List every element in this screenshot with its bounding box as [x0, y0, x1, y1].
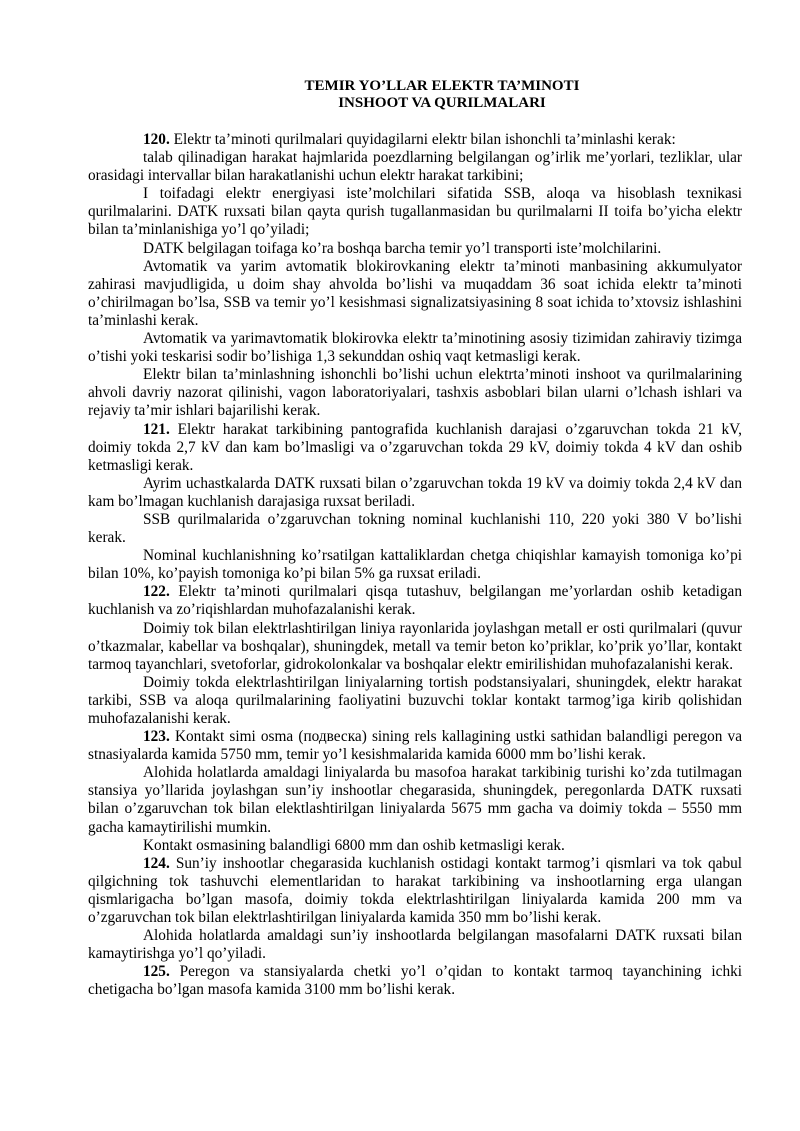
paragraph	[88, 475, 742, 511]
paragraph-text: Elektr ta’minoti qurilmalari qisqa tutashuv, belgilangan me’yorlardan oshib ketadigan kuchlanish va zo’riqishlardan muhofazalanishi kerak.	[88, 583, 742, 619]
paragraph-text: Kontakt simi osma (подвеска) sining rels kallagining ustki sathidan balandligi peregon va stnasiyalarda kamida 5750 mm, temir yo’l kesishmalarida kamida 6000 mm bo’lishi kerak.	[88, 728, 742, 764]
title-line-1: TEMIR YO’LLAR ELEKTR TA’MINOTI	[304, 78, 580, 94]
clause-number: 123.	[143, 728, 170, 746]
paragraph-text: Alohida holatlarda amaldagi liniyalarda bu masofoa harakat tarkibinig turishi ko’zda tutilmagan stansiya yo’llarida joylashgan sun’iy inshootlar chegarasida, shuningdek, peregonlarda DATK ruxsati bilan o’zgaruvchan tok bilan elektlashtirilgan liniyalarda 5675 mm gacha va doimiy tokda – 5550 mm gacha kamaytirilishi mumkin.	[88, 764, 742, 836]
paragraph-text: Avtomatik va yarim avtomatik blokirovkaning elektr ta’minoti manbasining akkumulyator zahirasi mavjudligida, u doim shay ahvolda bo’lishi va muqaddam 36 soat ichida elektr ta’minoti o’chirilmagan bo’lsa, SSB va temir yo’l kesishmasi signalizatsiyasining 8 soat ichida to’xtovsiz ishlashini ta’minlashi kerak.	[88, 257, 742, 329]
paragraph	[88, 330, 742, 366]
paragraph-text: Alohida holatlarda amaldagi sun’iy inshootlarda belgilangan masofalarni DATK ruxsati bilan kamaytirishga yo’l qo’yiladi.	[88, 927, 742, 963]
paragraph-text: Avtomatik va yarimavtomatik blokirovka elektr ta’minotining asosiy tizimidan zahiraviy tizimga o’tishi yoki teskarisi sodir bo’lishiga 1,3 sekunddan oshiq vaqt ketmasligi kerak.	[88, 330, 742, 366]
clause-number: 124.	[143, 854, 170, 872]
paragraph-text: I toifadagi elektr energiyasi iste’molchilari sifatida SSB, aloqa va hisoblash texnikasi qurilmalarini. DATK ruxsati bilan qayta qurish tugallanmasidan bu qurilmalarni II toifa bo’yicha elektr bilan ta’minlanishiga yo’l qo’yiladi;	[88, 185, 742, 239]
paragraph	[88, 674, 742, 728]
paragraph-text: Nominal kuchlanishning ko’rsatilgan kattaliklardan chetga chiqishlar kamayish tomoniga ko’pi bilan 10%, ko’payish tomoniga ko’pi bilan 5% ga ruxsat eriladi.	[88, 547, 742, 583]
paragraph	[88, 421, 742, 475]
paragraph-text: DATK belgilagan toifaga ko’ra boshqa barcha temir yo’l transporti iste’molchilarini.	[143, 239, 662, 257]
paragraph	[88, 837, 742, 855]
paragraph	[88, 185, 742, 239]
document-body	[88, 131, 742, 1000]
clause-number: 122.	[143, 583, 170, 601]
paragraph	[88, 620, 742, 674]
paragraph-text: Elektr harakat tarkibining pantografida kuchlanish darajasi o’zgaruvchan tokda 21 kV, doimiy tokda 2,7 kV dan kam bo’lmasligi va o’zgaruvchan tokda 29 kV, doimiy tokda 4 kV dan oshib ketmasligi kerak.	[88, 420, 742, 474]
paragraph	[88, 131, 742, 149]
paragraph-text: Doimiy tok bilan elektrlashtirilgan liniya rayonlarida joylashgan metall er osti qurilmalari (quvur o’tkazmalar, kabellar va boshqalar), shuningdek, metall va temir beton ko’priklar, ko’prik yo’llar, kontakt tarmoq tayanchlari, svetoforlar, gidrokolonkalar va boshqalar elektr emirilishidan muhofazalanishi kerak.	[88, 619, 742, 673]
clause-number: 120.	[143, 131, 170, 148]
document-title	[88, 78, 796, 112]
paragraph-text: Elektr bilan ta’minlashning ishonchli bo’lishi uchun elektrta’minoti inshoot va qurilmalarining ahvoli davriy nazorat qilinishi, vagon laboratoriyalari, tashxis asboblari bilan ularni o’lchash ishlari va rejaviy ta’mir ishlari bajarilishi kerak.	[88, 366, 742, 420]
paragraph	[88, 511, 742, 547]
paragraph-text: Sun’iy inshootlar chegarasida kuchlanish ostidagi kontakt tarmog’i qismlari va tok qabul qilgichning tok tashuvchi elementlaridan to harakat tarkibining va inshootlarning erga ulangan qismlarigacha bo’lgan masofa, doimiy tokda elektrlashtirilgan liniyalarda kamida 200 mm va o’zgaruvchan tok bilan elektrlashtirilgan liniyalarda kamida 350 mm bo’lishi kerak.	[88, 854, 742, 927]
paragraph	[88, 149, 742, 185]
paragraph	[88, 855, 742, 927]
paragraph	[88, 963, 742, 999]
title-line-2: INSHOOT VA QURILMALARI	[338, 95, 546, 111]
paragraph	[88, 547, 742, 583]
paragraph	[88, 258, 742, 330]
paragraph-text: Elektr ta’minoti qurilmalari quyidagilarni elektr bilan ishonchli ta’minlashi kerak:	[169, 131, 676, 148]
paragraph	[88, 764, 742, 836]
clause-number: 121.	[143, 420, 170, 438]
paragraph	[88, 366, 742, 420]
paragraph	[88, 583, 742, 619]
paragraph-text: SSB qurilmalarida o’zgaruvchan tokning nominal kuchlanishi 110, 220 yoki 380 V bo’lishi kerak.	[88, 510, 742, 547]
clause-number: 125.	[143, 963, 170, 981]
paragraph-text: Peregon va stansiyalarda chetki yo’l o’qidan to kontakt tarmoq tayanchining ichki chetigacha bo’lgan masofa kamida 3100 mm bo’lishi kerak.	[88, 963, 742, 999]
paragraph-text: Ayrim uchastkalarda DATK ruxsati bilan o’zgaruvchan tokda 19 kV va doimiy tokda 2,4 kV dan kam bo’lmagan kuchlanish darajasiga ruxsat beriladi.	[88, 474, 742, 510]
paragraph-text: Kontakt osmasining balandligi 6800 mm dan oshib ketmasligi kerak.	[143, 836, 565, 854]
paragraph-text: talab qilinadigan harakat hajmlarida poezdlarning belgilangan og’irlik me’yorlari, tezliklar, ular orasidagi intervallar bilan harakatlanishi uchun elektr harakat tarkibini;	[88, 149, 742, 185]
paragraph	[88, 240, 742, 258]
paragraph-text: Doimiy tokda elektrlashtirilgan liniyalarning tortish podstansiyalari, shuningdek, elektr harakat tarkibi, SSB va aloqa qurilmalarining faoliyatini buzuvchi toklar kontakt tarmog’iga kirib qolishidan muhofazalanishi kerak.	[88, 673, 742, 727]
paragraph	[88, 927, 742, 963]
paragraph	[88, 728, 742, 764]
